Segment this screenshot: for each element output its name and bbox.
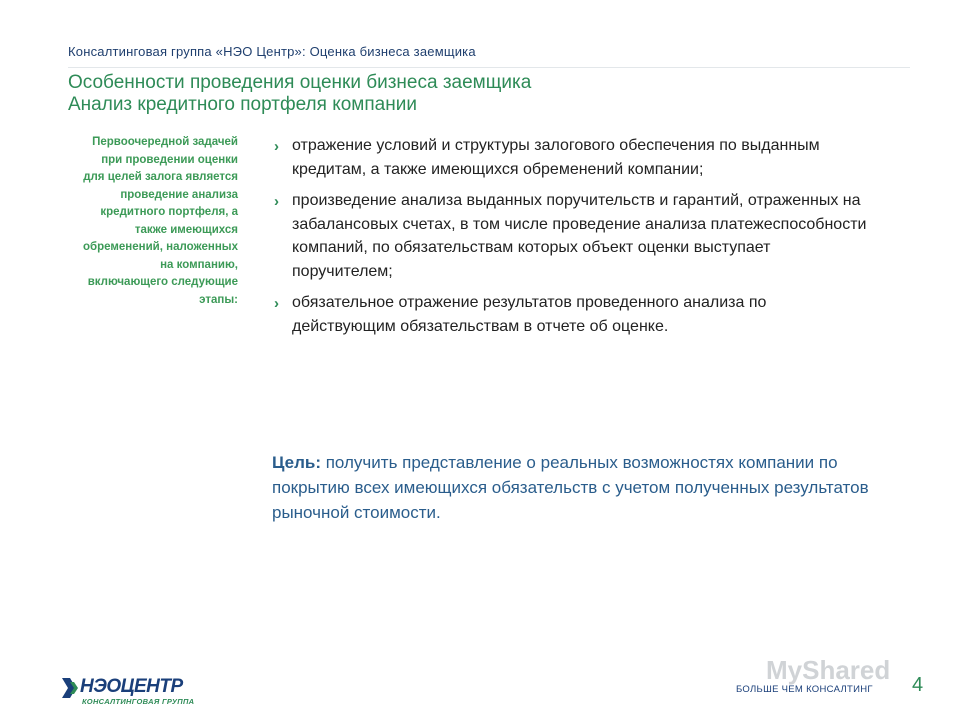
slide-subtitle: Анализ кредитного портфеля компании bbox=[68, 94, 417, 115]
goal-label: Цель: bbox=[272, 453, 321, 472]
bullet-item bbox=[270, 134, 870, 181]
logo-subtitle: КОНСАЛТИНГОВАЯ ГРУППА bbox=[82, 697, 195, 706]
company-logo bbox=[62, 676, 212, 712]
bullet-item bbox=[270, 291, 870, 338]
bullet-text: произведение анализа выданных поручительств и гарантий, отраженных на забалансовых счетах, в том числе проведение анализа платежеспособности компаний, по обязательствам которых объект оценки выступает поручителем; bbox=[292, 192, 867, 280]
goal-statement bbox=[272, 450, 872, 525]
goal-text: получить представление о реальных возможностях компании по покрытию всех имеющихся обязательств с учетом полученных результатов рыночной стоимости. bbox=[272, 453, 869, 522]
watermark: MyShared bbox=[766, 655, 891, 685]
footer-slogan: БОЛЬШЕ ЧЕМ КОНСАЛТИНГ bbox=[736, 684, 873, 695]
page-number: 4 bbox=[912, 674, 924, 696]
document-header: Консалтинговая группа «НЭО Центр»: Оценка бизнеса заемщика bbox=[68, 44, 476, 59]
bullet-list bbox=[270, 134, 870, 346]
bullet-text: отражение условий и структуры залогового обеспечения по выданным кредитам, а также имеющихся обременений компании; bbox=[292, 137, 820, 178]
logo-mark-icon bbox=[62, 678, 80, 698]
bullet-item bbox=[270, 189, 870, 283]
chevron-right-icon: › bbox=[274, 138, 279, 155]
slide-title: Особенности проведения оценки бизнеса заемщика bbox=[68, 72, 532, 93]
header-divider bbox=[68, 67, 910, 68]
chevron-right-icon: › bbox=[274, 295, 279, 312]
bullet-text: обязательное отражение результатов проведенного анализа по действующим обязательствам в отчете об оценке. bbox=[292, 294, 767, 335]
logo-wordmark: НЭОЦЕНТР bbox=[80, 676, 183, 697]
chevron-right-icon: › bbox=[274, 193, 279, 210]
sidebar-intro-text: Первоочередной задачей при проведении оценки для целей залога является проведение анализа кредитного портфеля, а также имеющихся обременений, наложенных на компанию, включающего следующие этапы: bbox=[83, 136, 238, 306]
